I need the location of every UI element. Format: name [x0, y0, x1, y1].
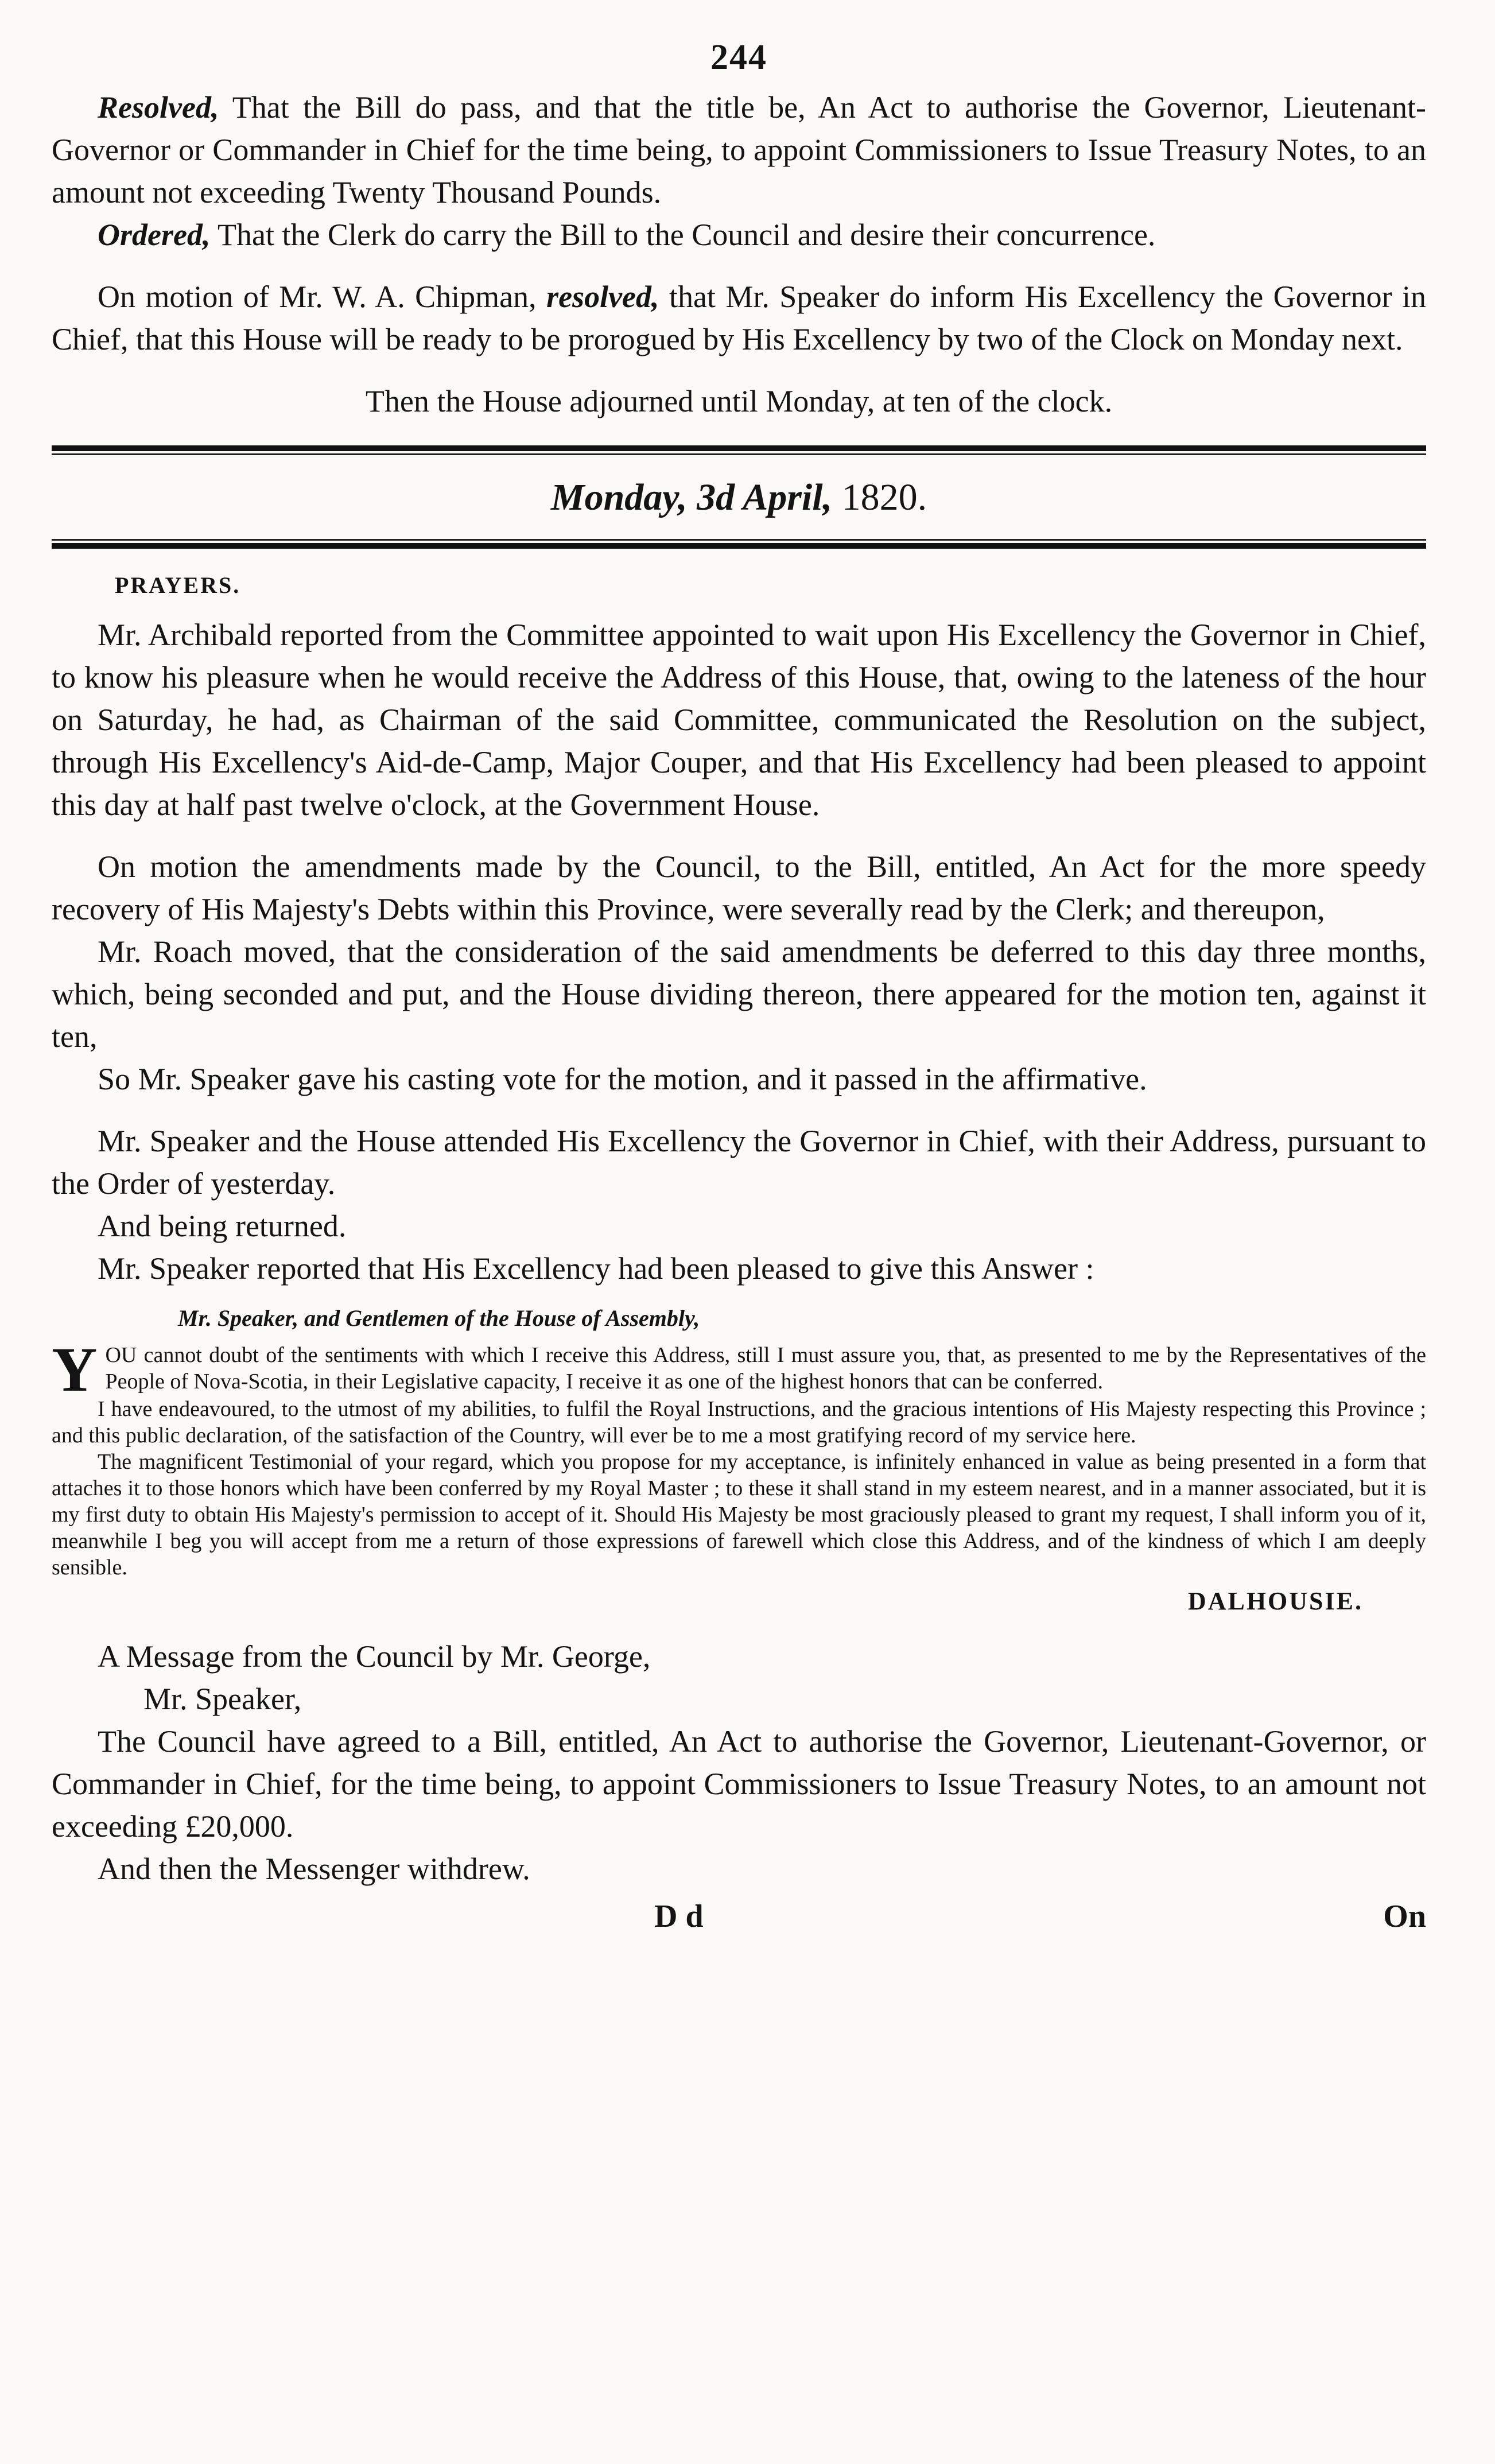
ordered-lead: Ordered,	[98, 218, 211, 252]
answer-paragraph-1-text: OU cannot doubt of the sentiments with which I receive this Address, still I must assure you, that, as presented to me by the Representatives of the People of Nova-Scotia, in their Legislative capacity, I receive it as one of the highest honors that can be conferred.	[105, 1343, 1426, 1394]
chipman-after: that Mr. Speaker do inform His Excellency the Governor in Chief, that this House will be ready to be prorogued by His Excellency by two of the Clock on Monday next.	[52, 280, 1426, 356]
governor-signature: DALHOUSIE.	[1187, 1587, 1363, 1615]
drop-cap: Y	[52, 1334, 98, 1404]
message-body: The Council have agreed to a Bill, entitled, An Act to authorise the Governor, Lieutenant-Governor, or Commander in Chief, for the time being, to appoint Commissioners to Issue Treasury Notes, to an amount not exceeding £20,000.	[52, 1724, 1426, 1844]
adjourned-line: Then the House adjourned until Monday, at ten of the clock.	[365, 384, 1113, 418]
archibald-paragraph: Mr. Archibald reported from the Committee appointed to wait upon His Excellency the Governor in Chief, to know his pleasure when he would receive the Address of this House, that, owing to the lateness of the hour on Saturday, he had, as Chairman of the said Committee, communicated the Resolution on the subject, through His Excellency's Aid-de-Camp, Major Couper, and that His Excellency had been pleased to appoint this day at half past twelve o'clock, at the Government House.	[52, 618, 1426, 822]
amendments-paragraph-3: So Mr. Speaker gave his casting vote for the motion, and it passed in the affirmative.	[98, 1062, 1147, 1096]
dateline-day: Monday, 3d April,	[550, 476, 833, 518]
prayers-heading: PRAYERS.	[115, 572, 241, 598]
ordered-text: That the Clerk do carry the Bill to the Council and desire their concurrence.	[210, 218, 1156, 252]
dateline-year: 1820.	[832, 476, 927, 518]
speaker-reported-line: Mr. Speaker reported that His Excellency had been pleased to give this Answer :	[98, 1251, 1094, 1286]
signature-mark: D d	[654, 1899, 704, 1934]
dateline	[52, 476, 1426, 519]
message-intro: A Message from the Council by Mr. George,	[98, 1639, 651, 1674]
answer-paragraph-2: I have endeavoured, to the utmost of my abilities, to fulfil the Royal Instructions, and the gracious intentions of His Majesty respecting this Province ; and this public declaration, of the satisfaction of the Country, will ever be to me a most gratifying record of my service here.	[52, 1397, 1426, 1448]
amendments-paragraph-2: Mr. Roach moved, that the consideration of the said amendments be deferred to this day three months, which, being seconded and put, and the House dividing thereon, there appeared for the motion ten, against it ten,	[52, 934, 1426, 1054]
page-footer	[52, 1898, 1426, 1935]
page-number: 244	[710, 38, 767, 77]
messenger-withdrew: And then the Messenger withdrew.	[98, 1852, 530, 1886]
chipman-motion-paragraph	[52, 275, 1426, 360]
catchword: On	[1383, 1899, 1426, 1934]
resolved-lead: Resolved,	[98, 90, 219, 125]
answer-paragraph-3: The magnificent Testimonial of your regard, which you propose for my acceptance, is infinitely enhanced in value as being presented in a form that attaches it to those honors which have been conferred by my Royal Master ; to these it shall stand in my esteem nearest, and in a manner associated, but it is my first duty to obtain His Majesty's permission to accept of it. Should His Majesty be most graciously pleased to grant my request, I shall inform you of it, meanwhile I beg you will accept from me a return of those expressions of farewell which close this Address, and of the kindness of which I am deeply sensible.	[52, 1450, 1426, 1580]
amendments-paragraph-1: On motion the amendments made by the Council, to the Bill, entitled, An Act for the more speedy recovery of His Majesty's Debts within this Province, were severally read by the Clerk; and thereupon,	[52, 849, 1426, 926]
resolved-paragraph	[52, 86, 1426, 214]
journal-page	[52, 32, 1426, 1935]
ordered-paragraph	[52, 214, 1426, 256]
governor-answer	[52, 1334, 1426, 1616]
chipman-before: On motion of Mr. W. A. Chipman,	[98, 280, 547, 314]
being-returned-line: And being returned.	[98, 1209, 347, 1243]
message-salutation: Mr. Speaker,	[143, 1682, 302, 1716]
address-heading: Mr. Speaker, and Gentlemen of the House of Assembly,	[178, 1305, 700, 1331]
resolved-text: That the Bill do pass, and that the title be, An Act to authorise the Governor, Lieutenant-Governor or Commander in Chief for the time being, to appoint Commissioners to Issue Treasury Notes, to an amount not exceeding Twenty Thousand Pounds.	[52, 90, 1426, 209]
top-double-rule	[52, 445, 1426, 455]
chipman-resolved: resolved,	[546, 280, 659, 314]
bottom-double-rule	[52, 539, 1426, 549]
answer-paragraph-1	[52, 1334, 1426, 1404]
speaker-attended-paragraph: Mr. Speaker and the House attended His Excellency the Governor in Chief, with their Address, pursuant to the Order of yesterday.	[52, 1124, 1426, 1201]
